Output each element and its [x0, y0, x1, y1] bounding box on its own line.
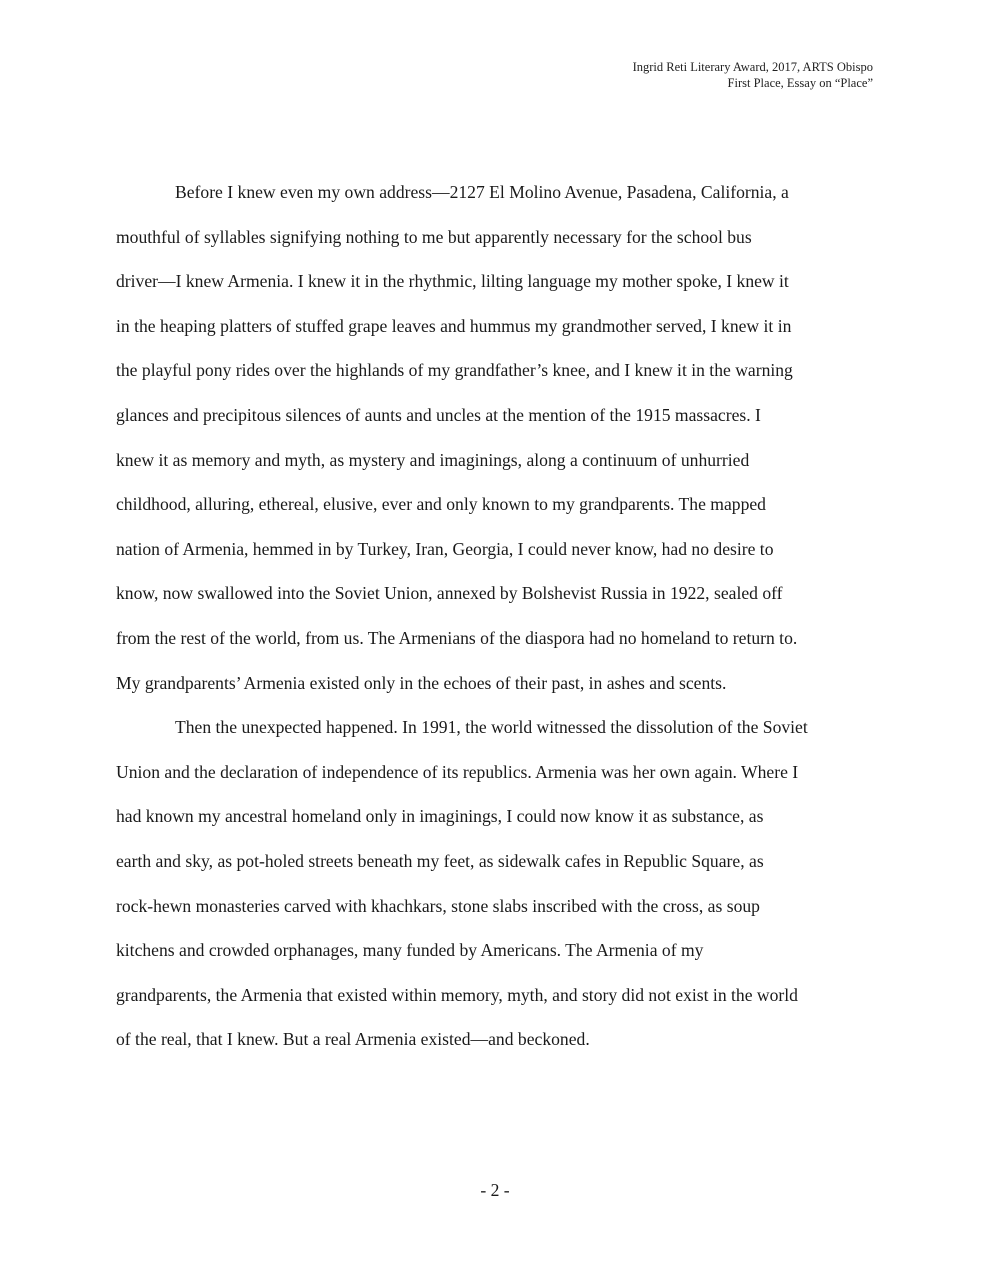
paragraph-2 [116, 705, 876, 1062]
text-line: in the heaping platters of stuffed grape leaves and hummus my grandmother served, I knew it in [116, 315, 792, 336]
text-line: had known my ancestral homeland only in imaginings, I could now know it as substance, as [116, 806, 764, 827]
text-line: Before I knew even my own address—2127 El Molino Avenue, Pasadena, California, a [175, 182, 789, 202]
text-line: childhood, alluring, ethereal, elusive, ever and only known to my grandparents. The mapped [116, 494, 766, 515]
text-line: from the rest of the world, from us. The Armenians of the diaspora had no homeland to return to. [116, 627, 798, 648]
text-line: rock-hewn monasteries carved with khachkars, stone slabs inscribed with the cross, as soup [116, 895, 760, 916]
paragraph-1 [116, 170, 876, 705]
header-award-line: Ingrid Reti Literary Award, 2017, ARTS Obispo [632, 60, 873, 74]
text-line: earth and sky, as pot-holed streets beneath my feet, as sidewalk cafes in Republic Square, as [116, 850, 764, 871]
text-line: Then the unexpected happened. In 1991, the world witnessed the dissolution of the Soviet [175, 717, 808, 738]
text-line: grandparents, the Armenia that existed within memory, myth, and story did not exist in the world [116, 984, 798, 1005]
text-line: driver—I knew Armenia. I knew it in the rhythmic, lilting language my mother spoke, I knew it [116, 271, 789, 292]
text-line: of the real, that I knew. But a real Armenia existed—and beckoned. [116, 1029, 590, 1050]
text-line: mouthful of syllables signifying nothing to me but apparently necessary for the school bus [116, 226, 752, 247]
text-line: knew it as memory and myth, as mystery and imaginings, along a continuum of unhurried [116, 449, 750, 470]
text-line: know, now swallowed into the Soviet Union, annexed by Bolshevist Russia in 1922, sealed off [116, 583, 783, 604]
header-category-line: First Place, Essay on “Place” [727, 76, 873, 90]
text-line: kitchens and crowded orphanages, many funded by Americans. The Armenia of my [116, 940, 704, 961]
text-line: the playful pony rides over the highlands of my grandfather’s knee, and I knew it in the warning [116, 360, 793, 381]
text-line: My grandparents’ Armenia existed only in the echoes of their past, in ashes and scents. [116, 672, 727, 693]
text-line: Union and the declaration of independence of its republics. Armenia was her own again. Where I [116, 761, 799, 782]
essay-body [116, 170, 876, 1062]
text-line: nation of Armenia, hemmed in by Turkey, Iran, Georgia, I could never know, had no desire to [116, 538, 774, 559]
page-header [633, 59, 873, 91]
page-number: - 2 - [480, 1180, 510, 1200]
text-line: glances and precipitous silences of aunts and uncles at the mention of the 1915 massacres. I [116, 404, 761, 425]
